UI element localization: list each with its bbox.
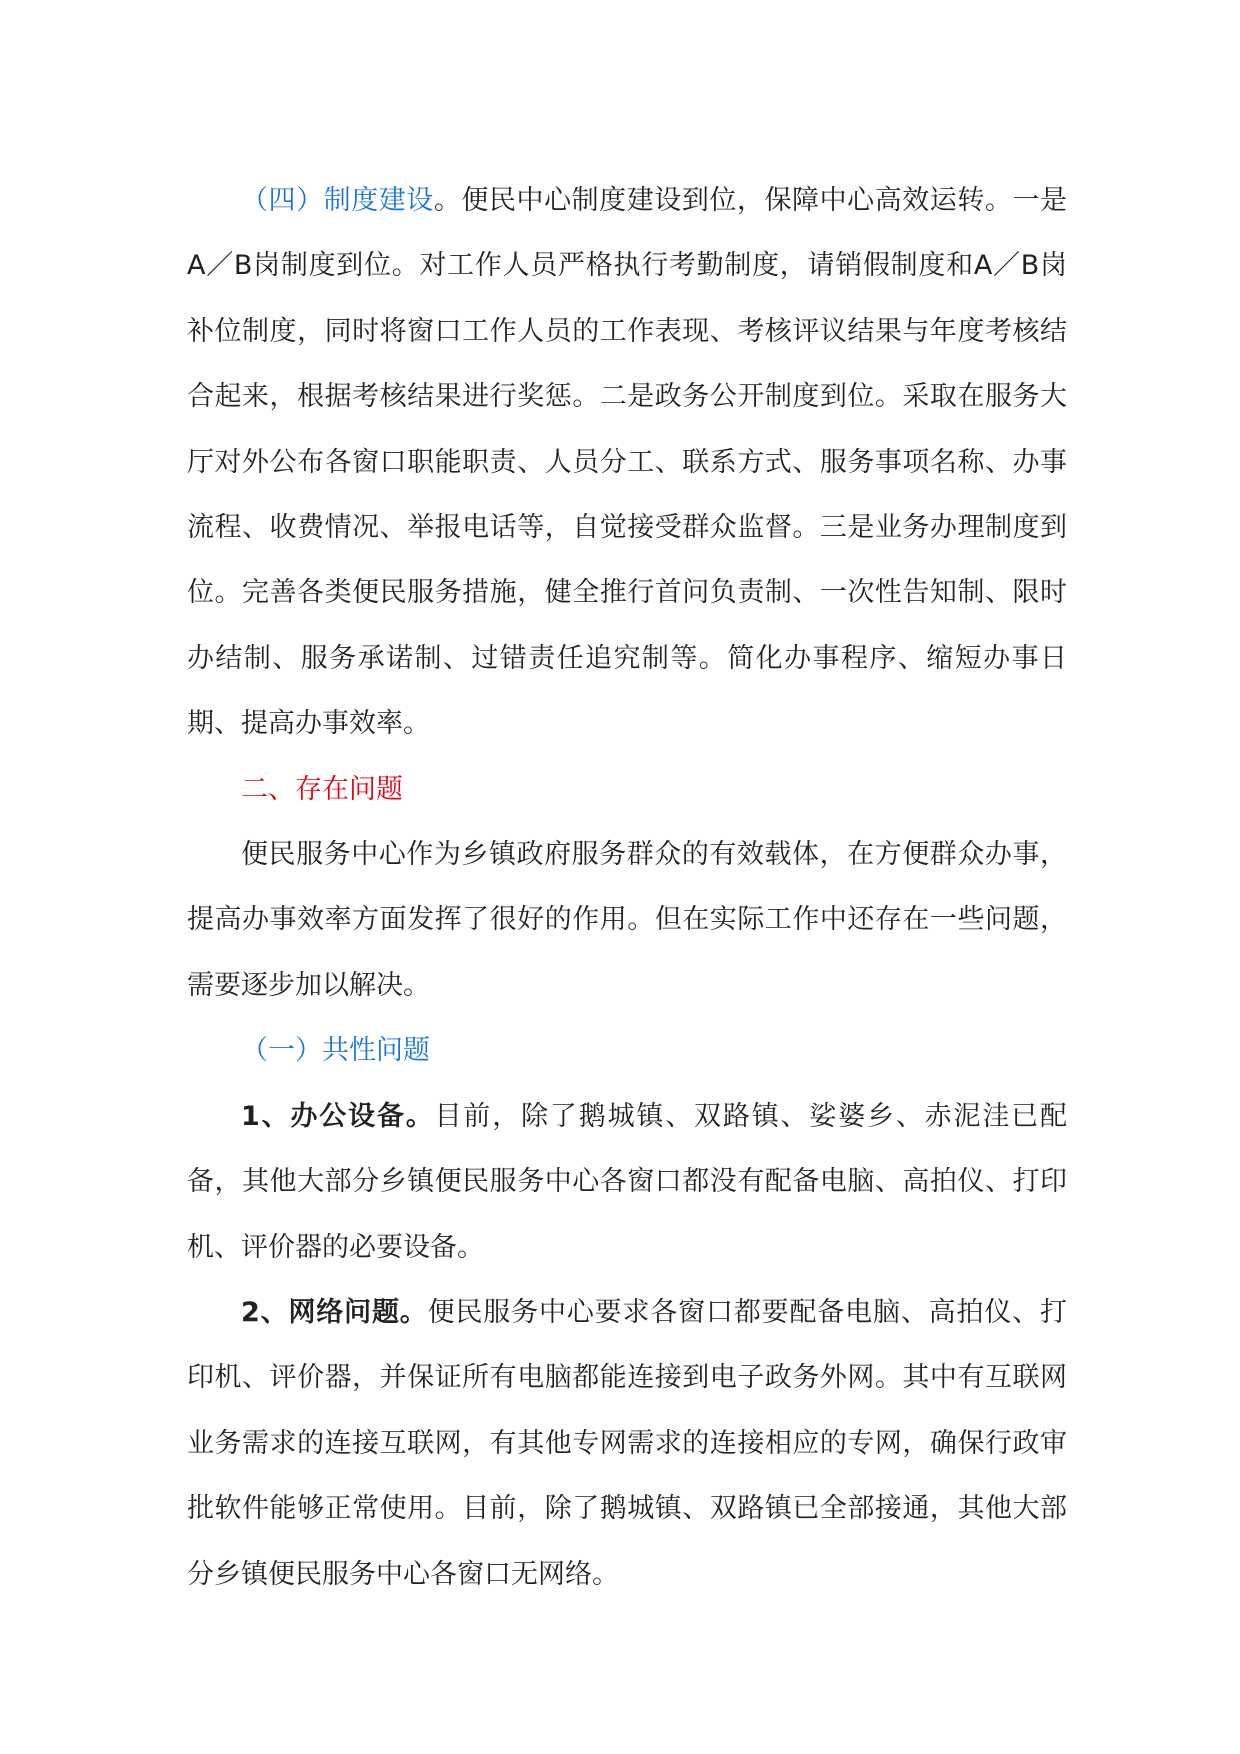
paragraph-text: 便民服务中心要求各窗口都要配备电脑、高拍仪、打印机、评价器，并保证所有电脑都能连接到电子政务外网。其中有互联网业务需求的连接互联网，有其他专网需求的连接相应的专网，确保行政审批软件能够正常使用。目前，除了鹅城镇、双路镇已全部接通，其他大部分乡镇便民服务中心各窗口无网络。 bbox=[187, 1296, 1068, 1590]
paragraph-office-equipment bbox=[187, 1084, 1067, 1280]
paragraph-text: 目前，除了鹅城镇、双路镇、娑婆乡、赤泥洼已配备，其他大部分乡镇便民服务中心各窗口都没有配备电脑、高拍仪、打印机、评价器的必要设备。 bbox=[187, 1100, 1067, 1263]
paragraph-text: 。便民中心制度建设到位，保障中心高效运转。一是A／B岗制度到位。对工作人员严格执行考勤制度，请销假制度和A／B岗补位制度，同时将窗口工作人员的工作表现、考核评议结果与年度考核结合起来，根据考核结果进行奖惩。二是政务公开制度到位。采取在服务大厅对外公布各窗口职能职责、人员分工、联系方式、服务事项名称、办事流程、收费情况、举报电话等，自觉接受群众监督。三是业务办理制度到位。完善各类便民服务措施，健全推行首问负责制、一次性告知制、限时办结制、服务承诺制、过错责任追究制等。简化办事程序、缩短办事日期、提高办事效率。 bbox=[187, 185, 1068, 740]
item-label-office-equipment: 1、办公设备。 bbox=[241, 1100, 435, 1132]
item-label-network-issues: 2、网络问题。 bbox=[241, 1296, 428, 1328]
document-body bbox=[187, 168, 1067, 1607]
paragraph-section-intro: 便民服务中心作为乡镇政府服务群众的有效载体，在方便群众办事，提高办事效率方面发挥了很好的作用。但在实际工作中还存在一些问题，需要逐步加以解决。 bbox=[187, 839, 1067, 1001]
section-heading-existing-problems: 二、存在问题 bbox=[241, 773, 403, 805]
paragraph-network-issues bbox=[187, 1280, 1067, 1607]
paragraph-institution-building bbox=[187, 168, 1067, 757]
subheading-common-issues: （一）共性问题 bbox=[241, 1035, 430, 1067]
subheading-institution-building: （四）制度建设 bbox=[241, 185, 434, 216]
